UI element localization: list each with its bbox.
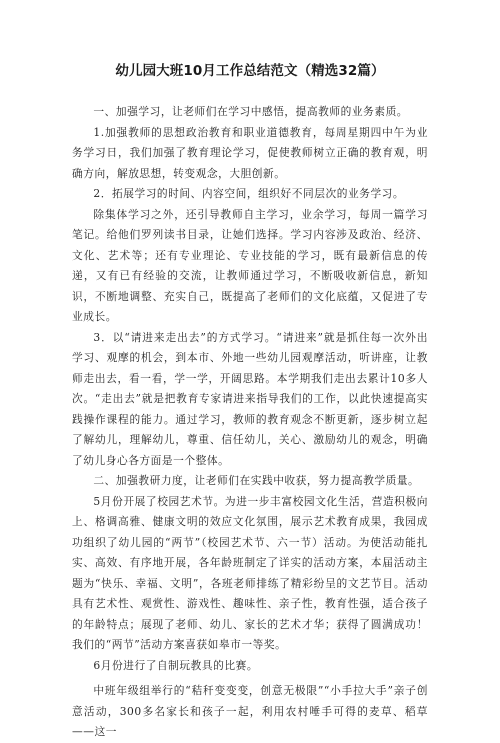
document-title: 幼儿园大班10月工作总结范文（精选32篇） xyxy=(115,63,385,79)
paragraph-body-4: 中班年级组举行的“秸秆变变变，创意无极限”“小手拉大手”亲子创意活动，300多名家长和孩子一起，利用农村唾手可得的麦草、稻草——这一 xyxy=(72,684,428,738)
paragraph-item-1: 1.加强教师的思想政治教育和职业道德教育，每周星期四中午为业务学习日，我们加强了教育理论学习，促使教师树立正确的教育观，明确方向，解放思想，转变观念，大胆创新。 xyxy=(72,125,428,180)
paragraph-item-2: 2．拓展学习的时间、内容空间，组织好不同层次的业务学习。 xyxy=(93,187,405,200)
paragraph-heading-1: 一、加强学习，让老师们在学习中感悟，提高教师的业务素质。 xyxy=(93,105,409,118)
paragraph-item-3: 3．以“请进来走出去”的方式学习。“请进来”就是抓住每一次外出学习、观摩的机会，到本市、外地一些幼儿园观摩活动，听讲座，让教师走出去，看一看，学一学，开阔思路。本学期我们走出去累计10多人次。“走出去”就是把教育专家请进来指导我们的工作，以此快速提高实践操作课程的能力。通过学习，教师的教育观念不断更新，逐步树立起了解幼儿，理解幼儿，尊重、信任幼儿，关心、激励幼儿的观念，明确了幼儿身心各方面是一个整体。 xyxy=(72,330,428,467)
paragraph-body-2: 5月份开展了校园艺术节。为进一步丰富校园文化生活，营造积极向上、格调高雅、健康文明的效应文化氛围，展示艺术教育成果，我园成功组织了幼儿园的“两节”（校园艺术节、六一节）活动。为使活动能扎实、高效、有序地开展，各年龄班制定了详实的活动方案，本届活动主题为“快乐、幸福、文明”，各班老师排练了精彩纷呈的文艺节目。活动具有艺术性、观赏性、游戏性、趣味性、亲子性，教育性强，适合孩子的年龄特点；展现了老师、幼儿、家长的艺术才华；获得了圆满成功！我们的“两节”活动方案喜获如皋市一等奖。 xyxy=(72,494,428,651)
paragraph-body-3: 6月份进行了自制玩教具的比赛。 xyxy=(93,658,259,672)
paragraph-body-1: 除集体学习之外，还引导教师自主学习，业余学习，每周一篇学习笔记。给他们罗列读书目录，让她们选择。学习内容涉及政治、经济、文化、艺术等；还有专业理论、专业技能的学习，既有最新信息的传递，又有已有经验的交流，让教师通过学习，不断吸收新信息，新知识，不断地调整、充实自己，既提高了老师们的文化底蕴，又促进了专业成长。 xyxy=(72,207,428,323)
paragraph-heading-2: 二、加强教研力度，让老师们在实践中收获，努力提高教学质量。 xyxy=(93,474,420,487)
